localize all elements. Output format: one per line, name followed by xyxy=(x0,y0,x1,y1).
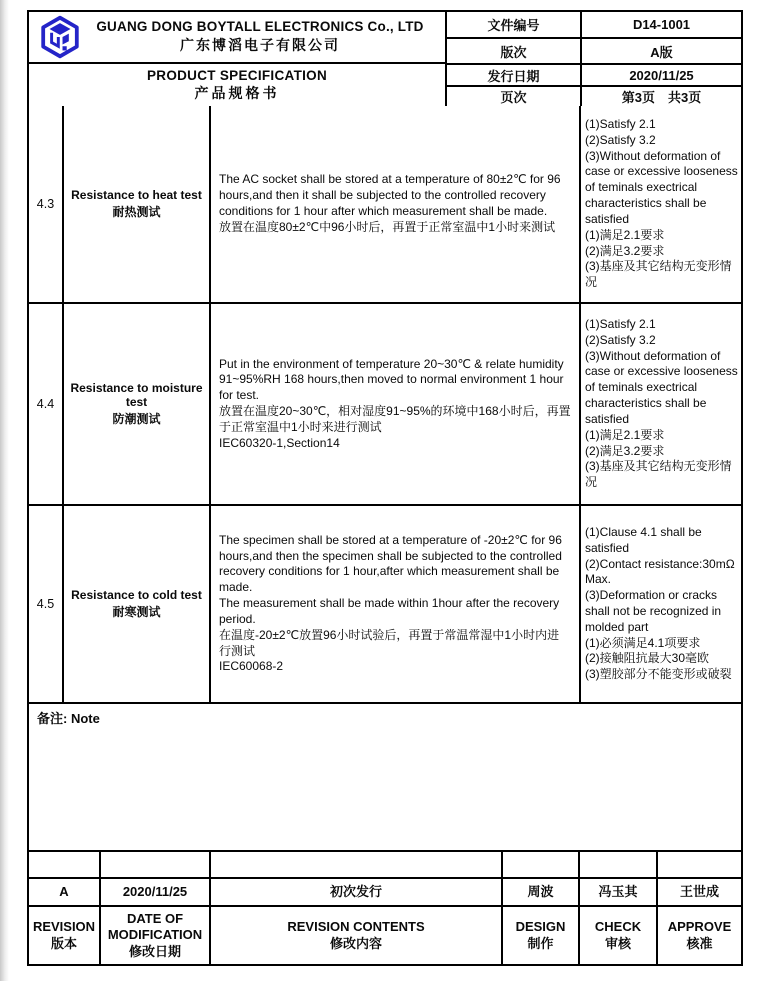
text-line: (3)塑胶部分不能变形或破裂 xyxy=(585,667,732,682)
spec-test-description xyxy=(211,106,579,302)
doc-title-cn: 产品规格书 xyxy=(194,84,280,101)
test-name-en: Resistance to cold test xyxy=(71,588,202,602)
text-line: (2)满足3.2要求 xyxy=(585,243,665,258)
spec-test-name xyxy=(64,304,209,504)
spec-table xyxy=(29,106,741,702)
spec-test-criteria xyxy=(581,106,741,302)
test-name-cn: 防潮测试 xyxy=(112,412,161,426)
test-name-en: Resistance to heat test xyxy=(71,188,202,202)
company-cell xyxy=(29,12,445,62)
spec-test-name xyxy=(64,106,209,302)
header-en: REVISION xyxy=(32,919,96,935)
text-line: (2)Contact resistance:30mΩ Max. xyxy=(585,556,735,587)
text-line: 在温度-20±2℃放置96小时试验后，再置于常温常湿中1小时内进行测试 xyxy=(219,627,560,658)
revision-id: A xyxy=(29,879,99,905)
company-name-en: GUANG DONG BOYTALL ELECTRONICS Co., LTD xyxy=(96,19,424,34)
test-name-cn: 耐热测试 xyxy=(112,205,161,219)
text-line: (2)满足3.2要求 xyxy=(585,443,665,458)
test-name-cn: 耐寒测试 xyxy=(112,605,161,619)
doc-number-value: D14-1001 xyxy=(582,12,741,37)
spec-test-criteria xyxy=(581,506,741,702)
document-header xyxy=(29,12,741,104)
page-number-value: 第3页 共3页 xyxy=(582,87,741,106)
issue-date-value: 2020/11/25 xyxy=(582,65,741,85)
text-line: (3)基座及其它结构无变形情况 xyxy=(585,459,732,490)
doc-title-cell xyxy=(29,64,445,106)
header-cn: 版本 xyxy=(50,935,77,951)
doc-title-en: PRODUCT SPECIFICATION xyxy=(146,67,328,83)
text-line: (1)Satisfy 2.1 xyxy=(585,316,656,331)
header-en: CHECK xyxy=(594,919,642,935)
revision-cell-blank xyxy=(101,852,209,877)
spec-row-number: 4.3 xyxy=(29,106,62,302)
revision-header-approve xyxy=(658,907,741,964)
revision-header-design xyxy=(503,907,578,964)
revision-design: 周波 xyxy=(503,879,578,905)
revision-cell-blank xyxy=(29,852,99,877)
text-line: The measurement shall be made within 1hour after the recovery period. xyxy=(219,596,560,626)
doc-version-label: 版次 xyxy=(447,39,580,63)
note-section xyxy=(29,704,741,850)
revision-approve: 王世成 xyxy=(658,879,741,905)
text-line: (1)Satisfy 2.1 xyxy=(585,116,656,131)
company-logo-icon xyxy=(39,15,81,59)
text-line: (1)满足2.1要求 xyxy=(585,227,665,242)
text-line: (1)必须满足4.1项要求 xyxy=(585,635,701,650)
text-line: (2)Satisfy 3.2 xyxy=(585,332,656,347)
text-line: (1)Clause 4.1 shall be satisfied xyxy=(585,524,702,555)
revision-cell-blank xyxy=(211,852,501,877)
header-cn: 核准 xyxy=(686,935,713,951)
text-line: (2)接触阻抗最大30毫欧 xyxy=(585,651,710,666)
spec-test-description xyxy=(211,304,579,504)
text-line: 放置在温度80±2℃中96小时后，再置于正常室温中1小时来测试 xyxy=(219,219,556,234)
text-line: 放置在温度20~30℃，相对湿度91~95%的环境中168小时后，再置于正常室温中1小时来进行测试 xyxy=(219,404,571,434)
header-info-table xyxy=(447,12,741,106)
text-line: (3)Deformation or cracks shall not be recognized in molded part xyxy=(585,588,722,634)
note-label: 备注: Note xyxy=(37,711,100,726)
revision-cell-blank xyxy=(503,852,578,877)
text-line: IEC60320-1,Section14 xyxy=(219,435,340,450)
header-cn: 修改日期 xyxy=(128,943,181,959)
doc-number-label: 文件编号 xyxy=(447,12,580,37)
text-line: Put in the environment of temperature 20~30℃ & relate humidity 91~95%RH 168 hours,then moved to normal environment 1 hour for test. xyxy=(219,356,564,403)
header-en: APPROVE xyxy=(667,919,732,935)
spec-document xyxy=(27,10,743,966)
spec-test-description xyxy=(211,506,579,702)
revision-date: 2020/11/25 xyxy=(101,879,209,905)
text-line: (3)Without deformation of case or excessive looseness of teminals exectrical characteristics shall be satisfied xyxy=(585,148,738,226)
spec-test-criteria xyxy=(581,304,741,504)
revision-contents: 初次发行 xyxy=(211,879,501,905)
header-cn: 制作 xyxy=(527,935,554,951)
revision-cell-blank xyxy=(580,852,656,877)
test-name-en: Resistance to moisture test xyxy=(70,381,203,409)
company-name-cn: 广东博滔电子有限公司 xyxy=(180,37,340,53)
text-line: IEC60068-2 xyxy=(219,659,284,674)
revision-cell-blank xyxy=(658,852,741,877)
spec-row-number: 4.5 xyxy=(29,506,62,702)
text-line: The AC socket shall be stored at a temperature of 80±2℃ for 96 hours,and then it shall be subjected to the controlled recovery conditions for 1 hour after which measurement shall be made. xyxy=(219,172,561,218)
text-line: (3)Without deformation of case or excessive looseness of teminals exectrical characteristics shall be satisfied xyxy=(585,348,738,426)
text-line: The specimen shall be stored at a temperature of -20±2℃ for 96 hours,and then the specimen shall be subjected to the controlled recovery conditions for 1 hour,after which measurement shall be made. xyxy=(219,532,562,595)
issue-date-label: 发行日期 xyxy=(447,65,580,85)
header-left-block xyxy=(29,12,445,106)
revision-header-check xyxy=(580,907,656,964)
revision-table xyxy=(29,852,741,964)
header-en: DATE OF MODIFICATION xyxy=(107,911,203,943)
revision-check: 冯玉其 xyxy=(580,879,656,905)
header-en: REVISION CONTENTS xyxy=(287,919,425,935)
company-names xyxy=(81,19,445,55)
spec-test-name xyxy=(64,506,209,702)
text-line: (1)满足2.1要求 xyxy=(585,427,665,442)
revision-header-contents xyxy=(211,907,501,964)
page-number-label: 页次 xyxy=(447,87,580,106)
revision-header-date xyxy=(101,907,209,964)
doc-version-value: A版 xyxy=(582,39,741,63)
text-line: (2)Satisfy 3.2 xyxy=(585,132,656,147)
text-line: (3)基座及其它结构无变形情况 xyxy=(585,259,732,290)
header-cn: 修改内容 xyxy=(329,935,382,951)
header-cn: 审核 xyxy=(604,935,631,951)
header-en: DESIGN xyxy=(515,919,566,935)
spec-row-number: 4.4 xyxy=(29,304,62,504)
revision-header-revision xyxy=(29,907,99,964)
